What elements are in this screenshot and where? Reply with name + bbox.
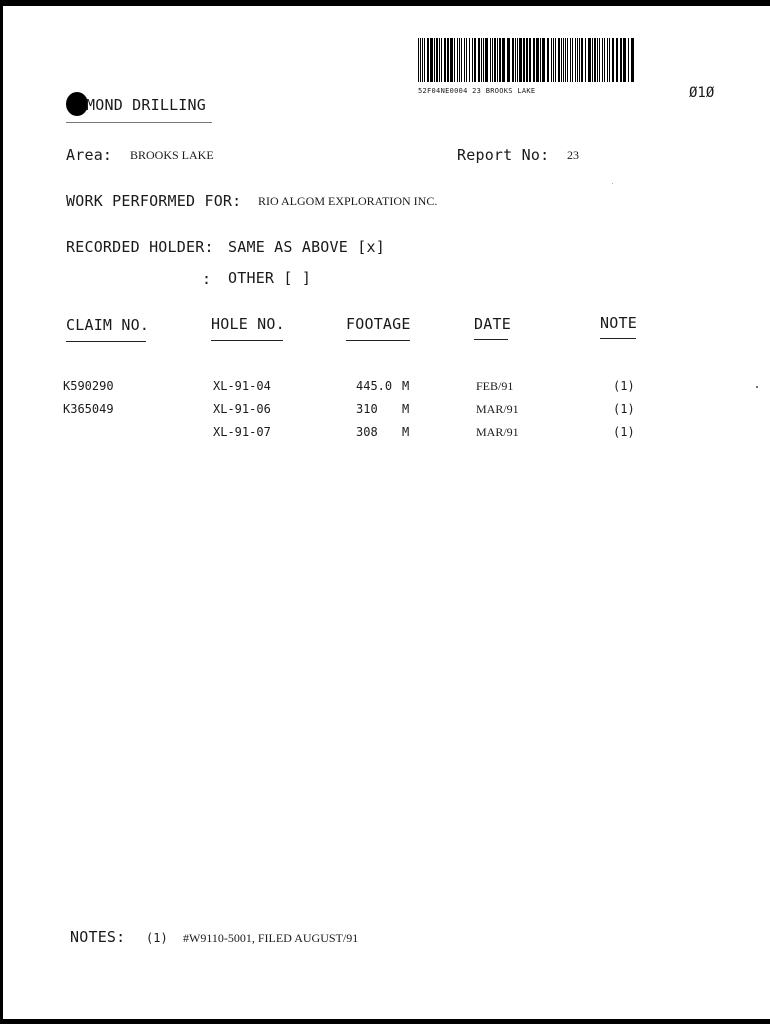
header-footage: FOOTAGE bbox=[346, 315, 411, 333]
barcode-bar bbox=[628, 38, 629, 82]
date-cell: MAR/91 bbox=[476, 425, 519, 439]
barcode-bar bbox=[424, 38, 425, 82]
barcode-bar bbox=[602, 38, 603, 82]
barcode-bar bbox=[616, 38, 618, 82]
scan-speck bbox=[756, 386, 758, 388]
area-value: BROOKS LAKE bbox=[130, 148, 214, 162]
barcode-bar bbox=[515, 38, 516, 82]
barcode-bar bbox=[454, 38, 455, 82]
barcode-bar bbox=[464, 38, 465, 82]
barcode-bar bbox=[478, 38, 480, 82]
footage-cell: 308 bbox=[356, 425, 378, 439]
recorded-holder-colon: : bbox=[202, 270, 212, 288]
barcode-bar bbox=[469, 38, 470, 82]
barcode-bar bbox=[457, 38, 458, 82]
barcode-bar bbox=[523, 38, 525, 82]
barcode-bar bbox=[542, 38, 545, 82]
header-claim-underline bbox=[66, 341, 146, 342]
barcode-bar bbox=[447, 38, 449, 82]
barcode-bar bbox=[631, 38, 634, 82]
barcode-bar bbox=[612, 38, 614, 82]
barcode-bar bbox=[481, 38, 482, 82]
barcode-bar bbox=[422, 38, 423, 82]
scan-border-bottom bbox=[0, 1019, 770, 1024]
unit-cell: M bbox=[402, 379, 410, 393]
barcode-bar bbox=[547, 38, 549, 82]
barcode-bar bbox=[512, 38, 514, 82]
scan-border-top bbox=[0, 0, 770, 6]
barcode-bar bbox=[418, 38, 419, 82]
barcode-bar bbox=[553, 38, 554, 82]
barcode-bar bbox=[592, 38, 593, 82]
other-option: OTHER [ ] bbox=[228, 269, 312, 287]
header-claim-no: CLAIM NO. bbox=[66, 316, 150, 334]
barcode-bar bbox=[526, 38, 528, 82]
barcode-bar bbox=[540, 38, 541, 82]
unit-cell: M bbox=[402, 425, 410, 439]
barcode-bar bbox=[572, 38, 573, 82]
same-as-above-option: SAME AS ABOVE [x] bbox=[228, 238, 385, 256]
hole-cell: XL-91-04 bbox=[213, 379, 271, 393]
header-note-underline bbox=[600, 338, 636, 339]
barcode-bar bbox=[472, 38, 473, 82]
barcode-bar bbox=[492, 38, 493, 82]
barcode-bar bbox=[427, 38, 429, 82]
notes-ref: (1) bbox=[146, 931, 168, 945]
barcode-bar bbox=[494, 38, 496, 82]
recorded-holder-label: RECORDED HOLDER: bbox=[66, 238, 214, 256]
barcode-bar bbox=[551, 38, 552, 82]
note-cell: (1) bbox=[613, 379, 635, 393]
notes-text: #W9110-5001, FILED AUGUST/91 bbox=[183, 931, 359, 945]
barcode-bar bbox=[466, 38, 467, 82]
work-performed-value: RIO ALGOM EXPLORATION INC. bbox=[258, 194, 438, 208]
barcode-bar bbox=[434, 38, 435, 82]
barcode-bar bbox=[439, 38, 440, 82]
barcode-bar bbox=[536, 38, 539, 82]
barcode-bar bbox=[577, 38, 578, 82]
barcode-bar bbox=[620, 38, 622, 82]
barcode-bar bbox=[490, 38, 491, 82]
note-cell: (1) bbox=[613, 402, 635, 416]
barcode-bar bbox=[597, 38, 598, 82]
barcode bbox=[418, 38, 634, 82]
barcode-bar bbox=[529, 38, 531, 82]
date-cell: FEB/91 bbox=[476, 379, 514, 393]
barcode-bar bbox=[474, 38, 476, 82]
document-code: Ø1Ø bbox=[689, 85, 715, 101]
header-footage-underline bbox=[346, 340, 410, 341]
barcode-bar bbox=[581, 38, 583, 82]
footage-cell: 445.0 bbox=[356, 379, 393, 393]
barcode-bar bbox=[579, 38, 580, 82]
barcode-bar bbox=[436, 38, 438, 82]
header-hole-no: HOLE NO. bbox=[211, 315, 285, 333]
barcode-bar bbox=[459, 38, 460, 82]
header-date-underline bbox=[474, 339, 508, 340]
barcode-caption: 52F04NE0004 23 BROOKS LAKE bbox=[418, 87, 536, 95]
barcode-bar bbox=[609, 38, 610, 82]
header-date: DATE bbox=[474, 315, 511, 333]
barcode-bar bbox=[623, 38, 626, 82]
barcode-bar bbox=[565, 38, 566, 82]
barcode-bar bbox=[519, 38, 522, 82]
barcode-bar bbox=[450, 38, 453, 82]
title-underline bbox=[66, 122, 212, 123]
barcode-bar bbox=[607, 38, 608, 82]
report-label: Report No: bbox=[457, 146, 550, 164]
scan-border-left bbox=[0, 0, 3, 1024]
barcode-bar bbox=[441, 38, 442, 82]
footage-cell: 310 bbox=[356, 402, 378, 416]
notes-label: NOTES: bbox=[70, 928, 126, 946]
barcode-bar bbox=[444, 38, 446, 82]
hole-cell: XL-91-07 bbox=[213, 425, 271, 439]
barcode-bar bbox=[507, 38, 510, 82]
barcode-bar bbox=[575, 38, 576, 82]
claim-cell: K590290 bbox=[63, 379, 114, 393]
barcode-bar bbox=[430, 38, 433, 82]
report-number: 23 bbox=[567, 148, 579, 162]
barcode-bar bbox=[585, 38, 586, 82]
barcode-bar bbox=[497, 38, 498, 82]
barcode-bar bbox=[461, 38, 462, 82]
hole-cell: XL-91-06 bbox=[213, 402, 271, 416]
claim-cell: K365049 bbox=[63, 402, 114, 416]
barcode-bar bbox=[483, 38, 484, 82]
barcode-bar bbox=[533, 38, 535, 82]
barcode-bar bbox=[558, 38, 560, 82]
date-cell: MAR/91 bbox=[476, 402, 519, 416]
barcode-bar bbox=[563, 38, 564, 82]
work-performed-label: WORK PERFORMED FOR: bbox=[66, 192, 242, 210]
header-note: NOTE bbox=[600, 314, 637, 332]
header-hole-underline bbox=[211, 340, 283, 341]
barcode-bar bbox=[599, 38, 600, 82]
barcode-bar bbox=[567, 38, 568, 82]
barcode-bar bbox=[588, 38, 591, 82]
barcode-bar bbox=[517, 38, 518, 82]
barcode-bar bbox=[594, 38, 596, 82]
barcode-bar bbox=[570, 38, 571, 82]
barcode-bar bbox=[561, 38, 562, 82]
area-label: Area: bbox=[66, 146, 113, 164]
scan-speck bbox=[612, 183, 613, 184]
punched-hole-mark bbox=[66, 92, 88, 116]
barcode-bar bbox=[604, 38, 605, 82]
barcode-bar bbox=[502, 38, 505, 82]
note-cell: (1) bbox=[613, 425, 635, 439]
barcode-bar bbox=[499, 38, 501, 82]
barcode-bar bbox=[555, 38, 556, 82]
document-title: MOND DRILLING bbox=[86, 96, 206, 114]
unit-cell: M bbox=[402, 402, 410, 416]
barcode-bar bbox=[485, 38, 488, 82]
barcode-bar bbox=[420, 38, 421, 82]
